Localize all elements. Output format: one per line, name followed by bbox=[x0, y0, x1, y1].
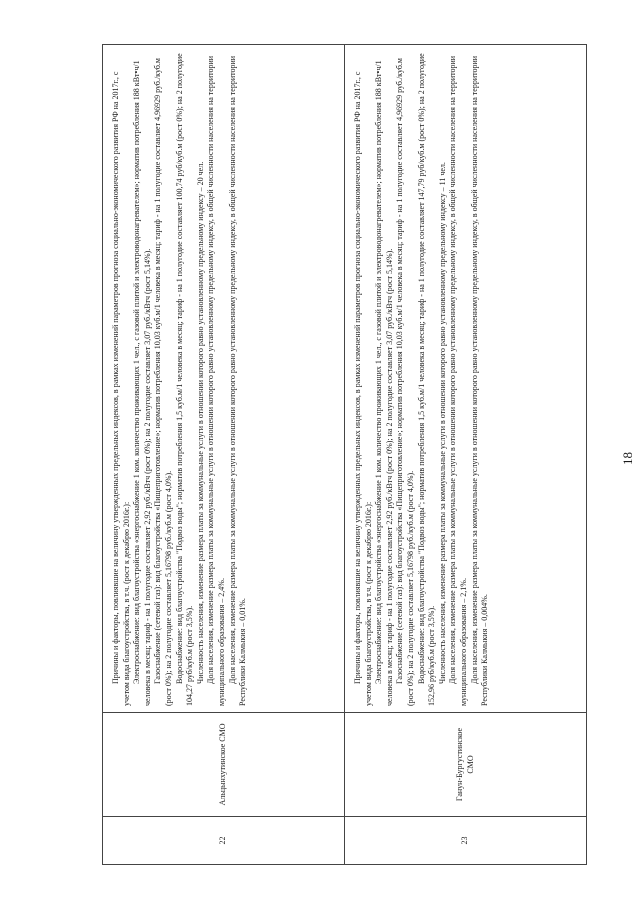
paragraph: Газоснабжение (сетевой газ): вид благоустройства «Пищеприготовление»; норматив потребления 10,03 куб.м/1 человека в месяц; тариф - на 1 полугодие составляет 4,96929 руб./куб.м (рост 0%); на 2 полугодие составляет 5,16798 руб./куб.м (рост 4,0%). bbox=[395, 58, 415, 706]
paragraph: Электроснабжение: вид благоустройства «энергоснабжение 1 ком. количество проживающих 1 чел., с газовой плитой и электроводонагревателем»; норматив потребления 188 кВт•ч/1 человека в месяц; тариф - на 1 полугодие составляет 2,92 руб./кВтч (рост 0%); на 2 полугодие составляет 3,07 руб./кВтч (рост 5,14%). bbox=[132, 60, 152, 706]
table-row bbox=[345, 45, 587, 865]
row-number: 22 bbox=[103, 817, 345, 865]
paragraph: Доля населения, изменение размера платы за коммунальные услуги в отношении которого равно установленному предельному индексу, в общей численности населения на территории муниципального образования – 2,1%. bbox=[448, 55, 468, 706]
row-number: 23 bbox=[345, 817, 587, 865]
paragraph: Численность населения, изменение размера платы за коммунальные услуги в отношении которого равно установленному предельному индексу – 11 чел. bbox=[437, 162, 447, 684]
paragraph: Доля населения, изменение размера платы за коммунальные услуги в отношении которого равно установленному предельному индексу, в общей численности населения на территории Республики Калмыкия – 0,01%. bbox=[227, 55, 248, 706]
municipality-table bbox=[102, 44, 587, 865]
paragraph: Газоснабжение (сетевой газ): вид благоустройства «Пищеприготовление»; норматив потребления 10,03 куб.м/1 человека в месяц; тариф - на 1 полугодие составляет 4,96929 руб./куб.м (рост 0%); на 2 полугодие составляет 5,16798 руб./куб.м (рост 4,0%). bbox=[153, 58, 173, 706]
paragraph: Электроснабжение: вид благоустройства «энергоснабжение 1 ком. количество проживающих 1 чел., с газовой плитой и электроводонагревателем»; норматив потребления 188 кВт•ч/1 человека в месяц; тариф - на 1 полугодие составляет 2,92 руб./кВтч (рост 0%); на 2 полугодие составляет 3,07 руб./кВтч (рост 5,14%). bbox=[374, 60, 394, 706]
paragraph: Численность населения, изменение размера платы за коммунальные услуги в отношении которого равно установленному предельному индексу – 20 чел. bbox=[195, 161, 205, 684]
paragraph: Причины и факторы, повлиявшие на величину утвержденных предельных индексов, в рамках изменений параметров прогноза социально-экономического развития РФ на 2017г., с учетом вида благоустройства, в т.ч. (рост к декабрю 2016г.): bbox=[353, 71, 373, 706]
paragraph: Доля населения, изменение размера платы за коммунальные услуги в отношении которого равно установленному предельному индексу, в общей численности населения на территории Республики Калмыкия – 0,004%. bbox=[469, 55, 490, 706]
municipality-name: Ганун-Бургустинское СМО bbox=[345, 713, 587, 817]
table-row bbox=[103, 45, 345, 865]
page-number: 18 bbox=[620, 452, 635, 465]
paragraph: Водоснабжение: вид благоустройства "Подвоз воды"; норматив потребления 1,5 куб.м/1 человека в месяц; тариф - на 1 полугодие составляет 147,79 руб/куб.м (рост 0%); на 2 полугодие 152,96 руб/куб.м (рост 3,5%). bbox=[416, 53, 437, 706]
paragraph: Доля населения, изменение размера платы за коммунальные услуги в отношении которого равно установленному предельному индексу, в общей численности населения на территории муниципального образования – 2,4%. bbox=[206, 55, 226, 706]
municipality-name: Альцынхутинское СМО bbox=[103, 713, 345, 817]
row-description bbox=[345, 45, 587, 713]
row-description bbox=[103, 45, 345, 713]
paragraph: Причины и факторы, повлиявшие на величину утвержденных предельных индексов, в рамках изменений параметров прогноза социально-экономического развития РФ на 2017г., с учетом вида благоустройства, в т.ч. (рост к декабрю 2016г.): bbox=[111, 71, 131, 706]
paragraph: Водоснабжение: вид благоустройства "Подвоз воды"; норматив потребления 1,5 куб.м/1 человека в месяц; тариф - на 1 полугодие составляет 100,74 руб/куб.м (рост 0%); на 2 полугодие 104,27 руб/куб.м (рост 3,5%). bbox=[174, 53, 195, 706]
